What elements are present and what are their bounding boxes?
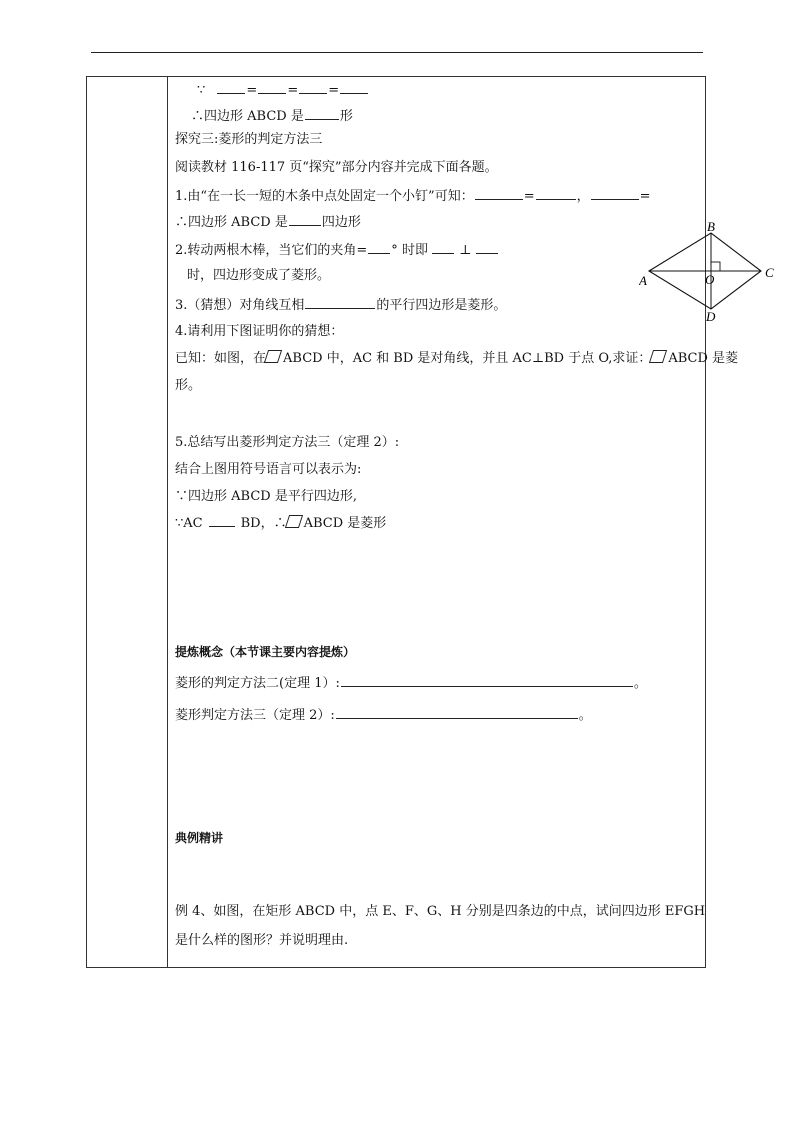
known-statement: 已知：如图，在 ABCD 中，AC 和 BD 是对角线，并且 AC⊥BD 于点 O,求证： ABCD 是菱 <box>175 351 739 366</box>
blank <box>336 706 578 719</box>
blank <box>305 107 339 120</box>
blank <box>368 241 390 254</box>
reading-instruction: 阅读教材 116-117 页“探究”部分内容并完成下面各题。 <box>175 160 498 175</box>
label-c: C <box>765 265 774 280</box>
concept-title: 提炼概念（本节课主要内容提炼） <box>175 645 356 659</box>
rhombus-diagram <box>639 221 779 321</box>
worksheet-table <box>86 76 774 968</box>
example-4-line-1: 例 4、如图，在矩形 ABCD 中，点 E、F、G、H 分别是四条边的中点，试问四边形 EFGH <box>175 904 706 919</box>
blank <box>476 241 498 254</box>
parallelogram-icon <box>284 515 302 528</box>
concept-line-1: 菱形的判定方法二(定理 1）: 。 <box>175 676 647 691</box>
parallelogram-icon <box>264 350 282 363</box>
question-1a: 1.由“在一长一短的木条中点处固定一个小钉”可知： = ， = <box>175 189 651 204</box>
content-column <box>167 77 774 967</box>
blank <box>536 187 576 200</box>
blank <box>591 187 639 200</box>
question-3: 3.（猜想）对角线互相 的平行四边形是菱形。 <box>175 298 507 313</box>
label-o: O <box>705 272 715 287</box>
label-d: D <box>706 309 716 321</box>
blank <box>209 514 235 527</box>
section3-title: 探究三:菱形的判定方法三 <box>175 132 323 147</box>
header-rule <box>91 52 703 53</box>
label-b: B <box>707 221 715 234</box>
blank <box>475 187 523 200</box>
blank <box>289 213 321 226</box>
blank <box>340 81 368 94</box>
symbolic-line-1: ∵四边形 ABCD 是平行四边形, <box>175 489 357 504</box>
question-5: 5.总结写出菱形判定方法三（定理 2）: <box>175 435 400 450</box>
known-statement-end: 形。 <box>175 378 202 393</box>
concept-line-2: 菱形判定方法三（定理 2）: 。 <box>175 708 592 723</box>
blank <box>305 296 375 309</box>
line-because-equal: ∵ = = = <box>197 81 369 100</box>
question-1b: ∴四边形 ABCD 是 四边形 <box>175 215 361 230</box>
right-angle-marker <box>711 262 720 271</box>
line-conclusion: ∴四边形 ABCD 是 形 <box>191 109 353 124</box>
blank <box>217 81 245 94</box>
symbolic-intro: 结合上图用符号语言可以表示为: <box>175 462 362 477</box>
question-2b: 时，四边形变成了菱形。 <box>187 268 331 283</box>
blank <box>341 674 633 687</box>
parallelogram-icon <box>649 350 667 363</box>
symbolic-line-2: ∵AC BD，∴ ABCD 是菱形 <box>175 516 387 531</box>
blank <box>432 241 454 254</box>
example-title: 典例精讲 <box>175 831 224 845</box>
blank <box>258 81 286 94</box>
left-column <box>87 77 168 967</box>
blank <box>299 81 327 94</box>
label-a: A <box>639 273 647 288</box>
question-4: 4.请利用下图证明你的猜想： <box>175 324 344 339</box>
question-2a: 2.转动两根木棒，当它们的夹角= ° 时即 ⊥ <box>175 241 499 260</box>
example-4-line-2: 是什么样的图形？并说明理由. <box>175 933 349 948</box>
